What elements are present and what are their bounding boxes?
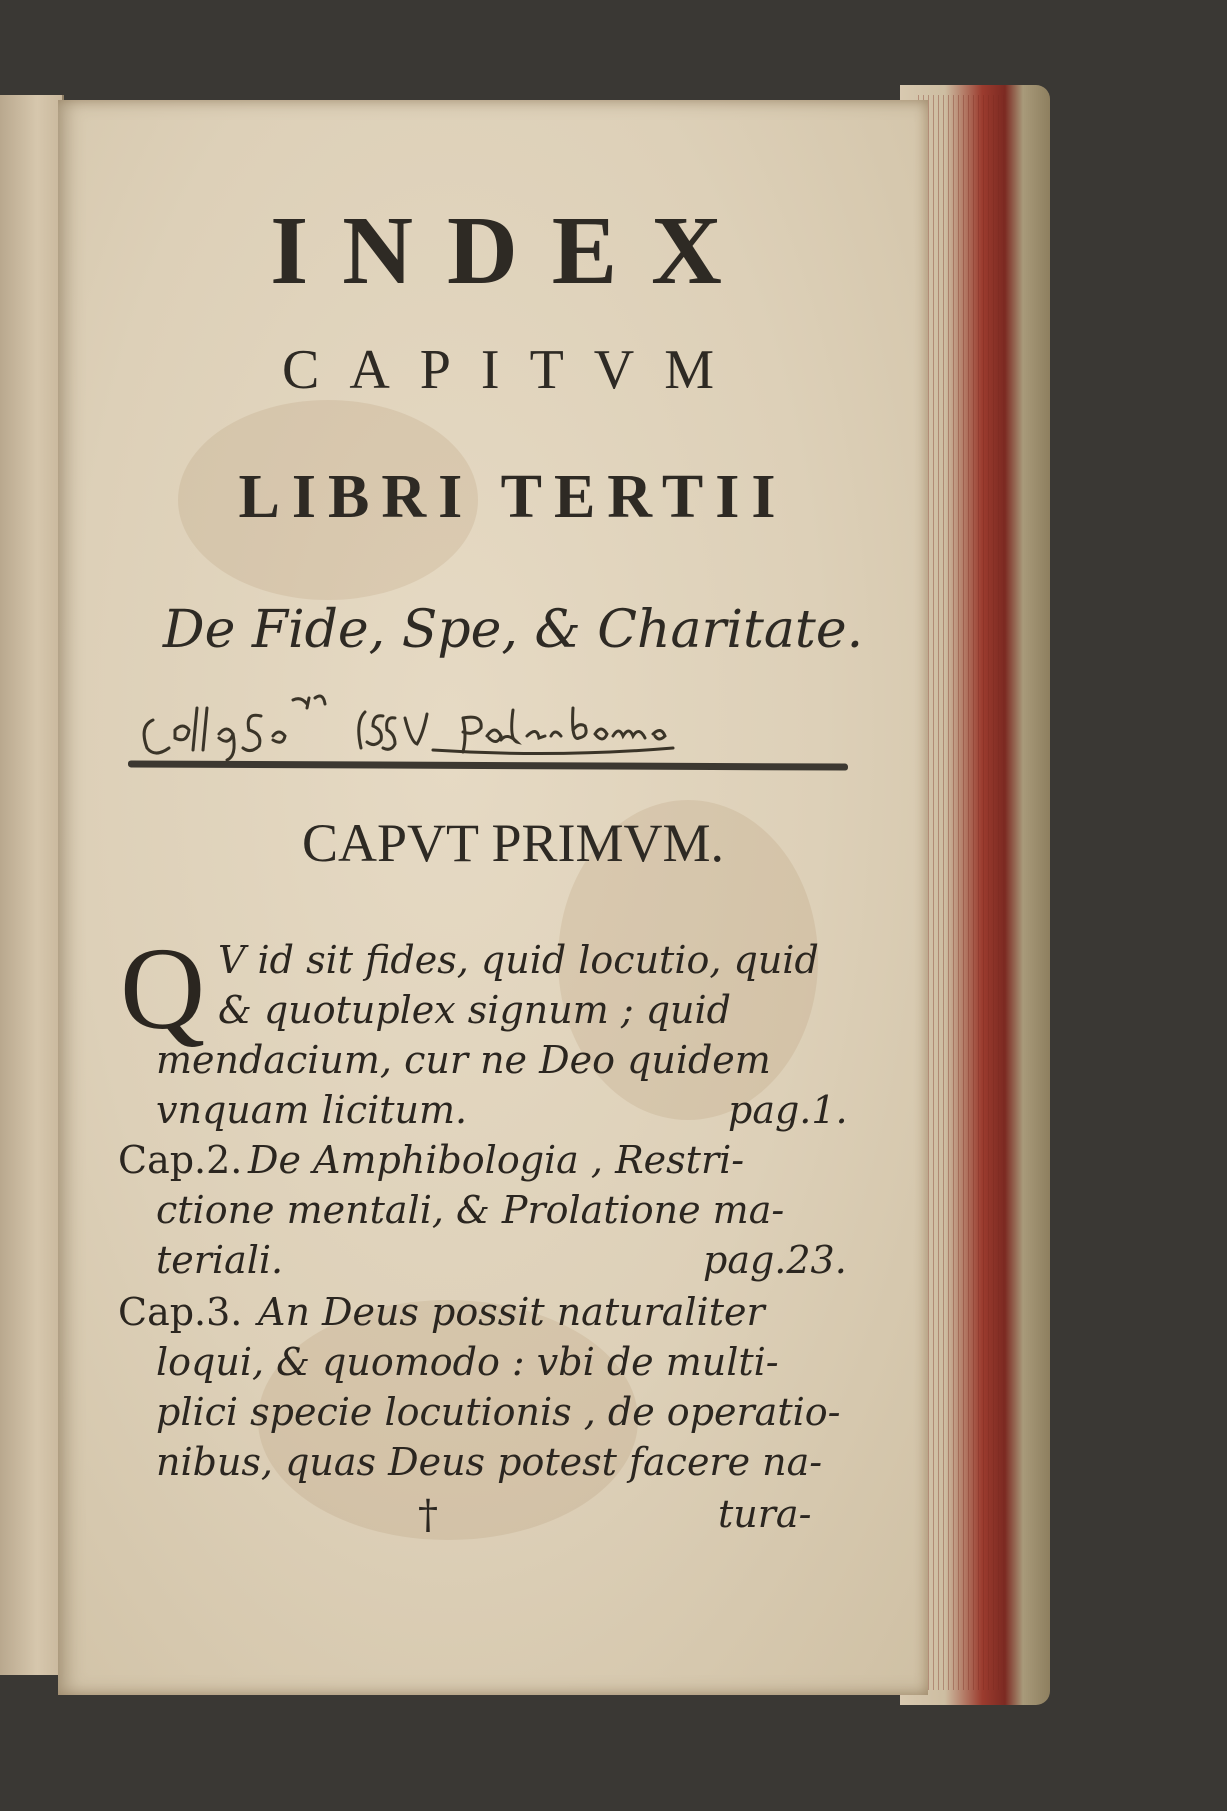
cap-2-line-3: teriali. bbox=[156, 1238, 284, 1282]
cap-2-line-1: De Amphibologia , Restri- bbox=[248, 1138, 745, 1182]
left-page-edge bbox=[0, 95, 64, 1675]
cap-2-label: Cap.2. bbox=[118, 1138, 243, 1182]
title-libri-tertii: LIBRI TERTII bbox=[238, 463, 788, 531]
signature-mark: † bbox=[418, 1492, 438, 1538]
cap-3-line-3: plici specie locutionis , de operatio- bbox=[156, 1390, 841, 1434]
caput-primum-heading: CAPVT PRIMVM. bbox=[301, 813, 725, 873]
subtitle: De Fide, Spe, & Charitate. bbox=[162, 600, 864, 660]
cap-2-line-2: ctione mentali, & Prolatione ma- bbox=[156, 1188, 785, 1232]
drop-cap-q: Q bbox=[120, 923, 206, 1054]
cap-3-line-1: An Deus possit naturaliter bbox=[258, 1290, 765, 1334]
cap-3-line-4: nibus, quas Deus potest facere na- bbox=[156, 1440, 823, 1484]
cap-3-line-2: loqui, & quomodo : vbi de multi- bbox=[156, 1340, 779, 1384]
page-edge-lines bbox=[918, 95, 1008, 1690]
title-index: INDEX bbox=[270, 197, 756, 305]
catchword: tura- bbox=[718, 1492, 812, 1536]
entry-1-line-2: & quotuplex signum ; quid bbox=[218, 988, 731, 1032]
entry-1-page: pag.1. bbox=[728, 1088, 848, 1132]
entry-1-line-1: V id sit fides, quid locutio, quid bbox=[218, 938, 819, 982]
entry-1-line-4: vnquam licitum. bbox=[156, 1088, 468, 1132]
entry-1-line-3: mendacium, cur ne Deo quidem bbox=[156, 1038, 771, 1082]
handwritten-ownership-note bbox=[133, 690, 693, 770]
cap-3-label: Cap.3. bbox=[118, 1290, 243, 1334]
page-content bbox=[58, 100, 928, 1695]
title-capitum: CAPITVM bbox=[281, 339, 745, 401]
cap-2-page: pag.23. bbox=[703, 1238, 847, 1282]
